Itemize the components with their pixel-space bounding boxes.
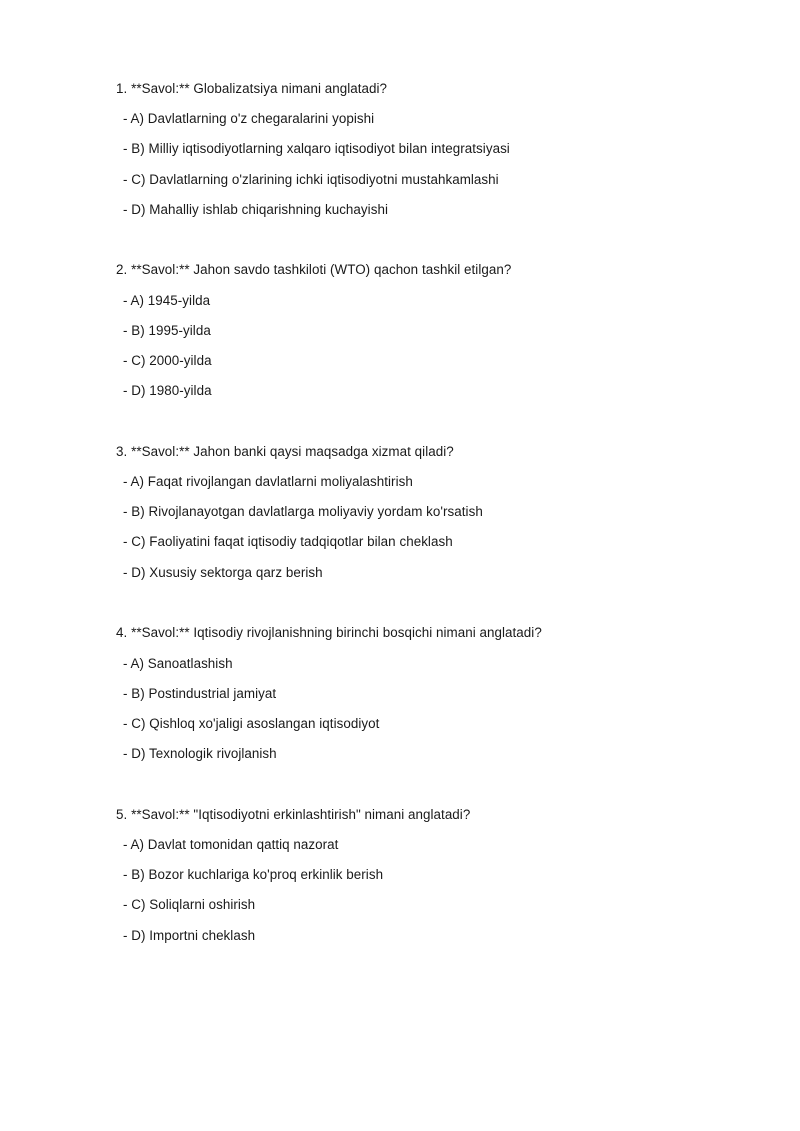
question-block-3: [116, 437, 756, 588]
answer-option-a: - A) Faqat rivojlangan davlatlarni moliyalashtirish: [123, 474, 413, 490]
answer-option-d: - D) Texnologik rivojlanish: [123, 746, 277, 762]
answer-option-c: - C) Faoliyatini faqat iqtisodiy tadqiqotlar bilan cheklash: [123, 534, 453, 550]
answer-option-c: - C) Davlatlarning o'zlarining ichki iqtisodiyotni mustahkamlashi: [123, 171, 499, 187]
question-heading: [116, 618, 756, 648]
answer-option-b: - B) Milliy iqtisodiyotlarning xalqaro iqtisodiyot bilan integratsiyasi: [123, 141, 510, 157]
answer-option-d: - D) Mahalliy ishlab chiqarishning kuchayishi: [123, 201, 388, 217]
question-block-5: [116, 800, 756, 951]
question-number: 1.: [116, 81, 128, 96]
question-text: **Savol:** Iqtisodiy rivojlanishning birinchi bosqichi nimani anglatadi?: [131, 625, 542, 641]
question-block-1: [116, 74, 756, 225]
question-heading: [116, 800, 756, 830]
answer-option-c: - C) Qishloq xo'jaligi asoslangan iqtisodiyot: [123, 715, 380, 731]
question-list: [116, 74, 756, 981]
question-heading: [116, 74, 756, 104]
question-text: **Savol:** Globalizatsiya nimani anglatadi?: [131, 81, 388, 96]
answer-option-a: - A) 1945-yilda: [123, 292, 211, 308]
answer-option-d: - D) Xususiy sektorga qarz berish: [123, 564, 323, 580]
question-number: 4.: [116, 625, 128, 641]
answer-option-a: - A) Sanoatlashish: [123, 655, 233, 671]
answer-option-d: - D) Importni cheklash: [123, 927, 256, 943]
answer-option-b: - B) Postindustrial jamiyat: [123, 685, 277, 701]
question-block-4: [116, 618, 756, 769]
question-text: **Savol:** Jahon savdo tashkiloti (WTO) qachon tashkil etilgan?: [131, 262, 512, 278]
answer-option-b: - B) Rivojlanayotgan davlatlarga moliyaviy yordam ko'rsatish: [123, 504, 483, 520]
answer-option-a: - A) Davlatlarning o'z chegaralarini yopishi: [123, 111, 375, 127]
question-text: **Savol:** "Iqtisodiyotni erkinlashtirish" nimani anglatadi?: [131, 806, 471, 822]
question-heading: [116, 437, 756, 467]
question-number: 2.: [116, 262, 128, 278]
question-block-2: [116, 255, 756, 406]
answer-option-d: - D) 1980-yilda: [123, 383, 212, 399]
answer-option-b: - B) Bozor kuchlariga ko'proq erkinlik berish: [123, 867, 384, 883]
answer-option-c: - C) 2000-yilda: [123, 353, 212, 368]
question-heading: [116, 255, 756, 285]
question-text: **Savol:** Jahon banki qaysi maqsadga xizmat qiladi?: [131, 443, 454, 459]
answer-option-c: - C) Soliqlarni oshirish: [123, 897, 256, 913]
answer-option-b: - B) 1995-yilda: [123, 322, 211, 338]
answer-option-a: - A) Davlat tomonidan qattiq nazorat: [123, 836, 339, 852]
question-number: 3.: [116, 443, 128, 459]
question-number: 5.: [116, 806, 128, 822]
